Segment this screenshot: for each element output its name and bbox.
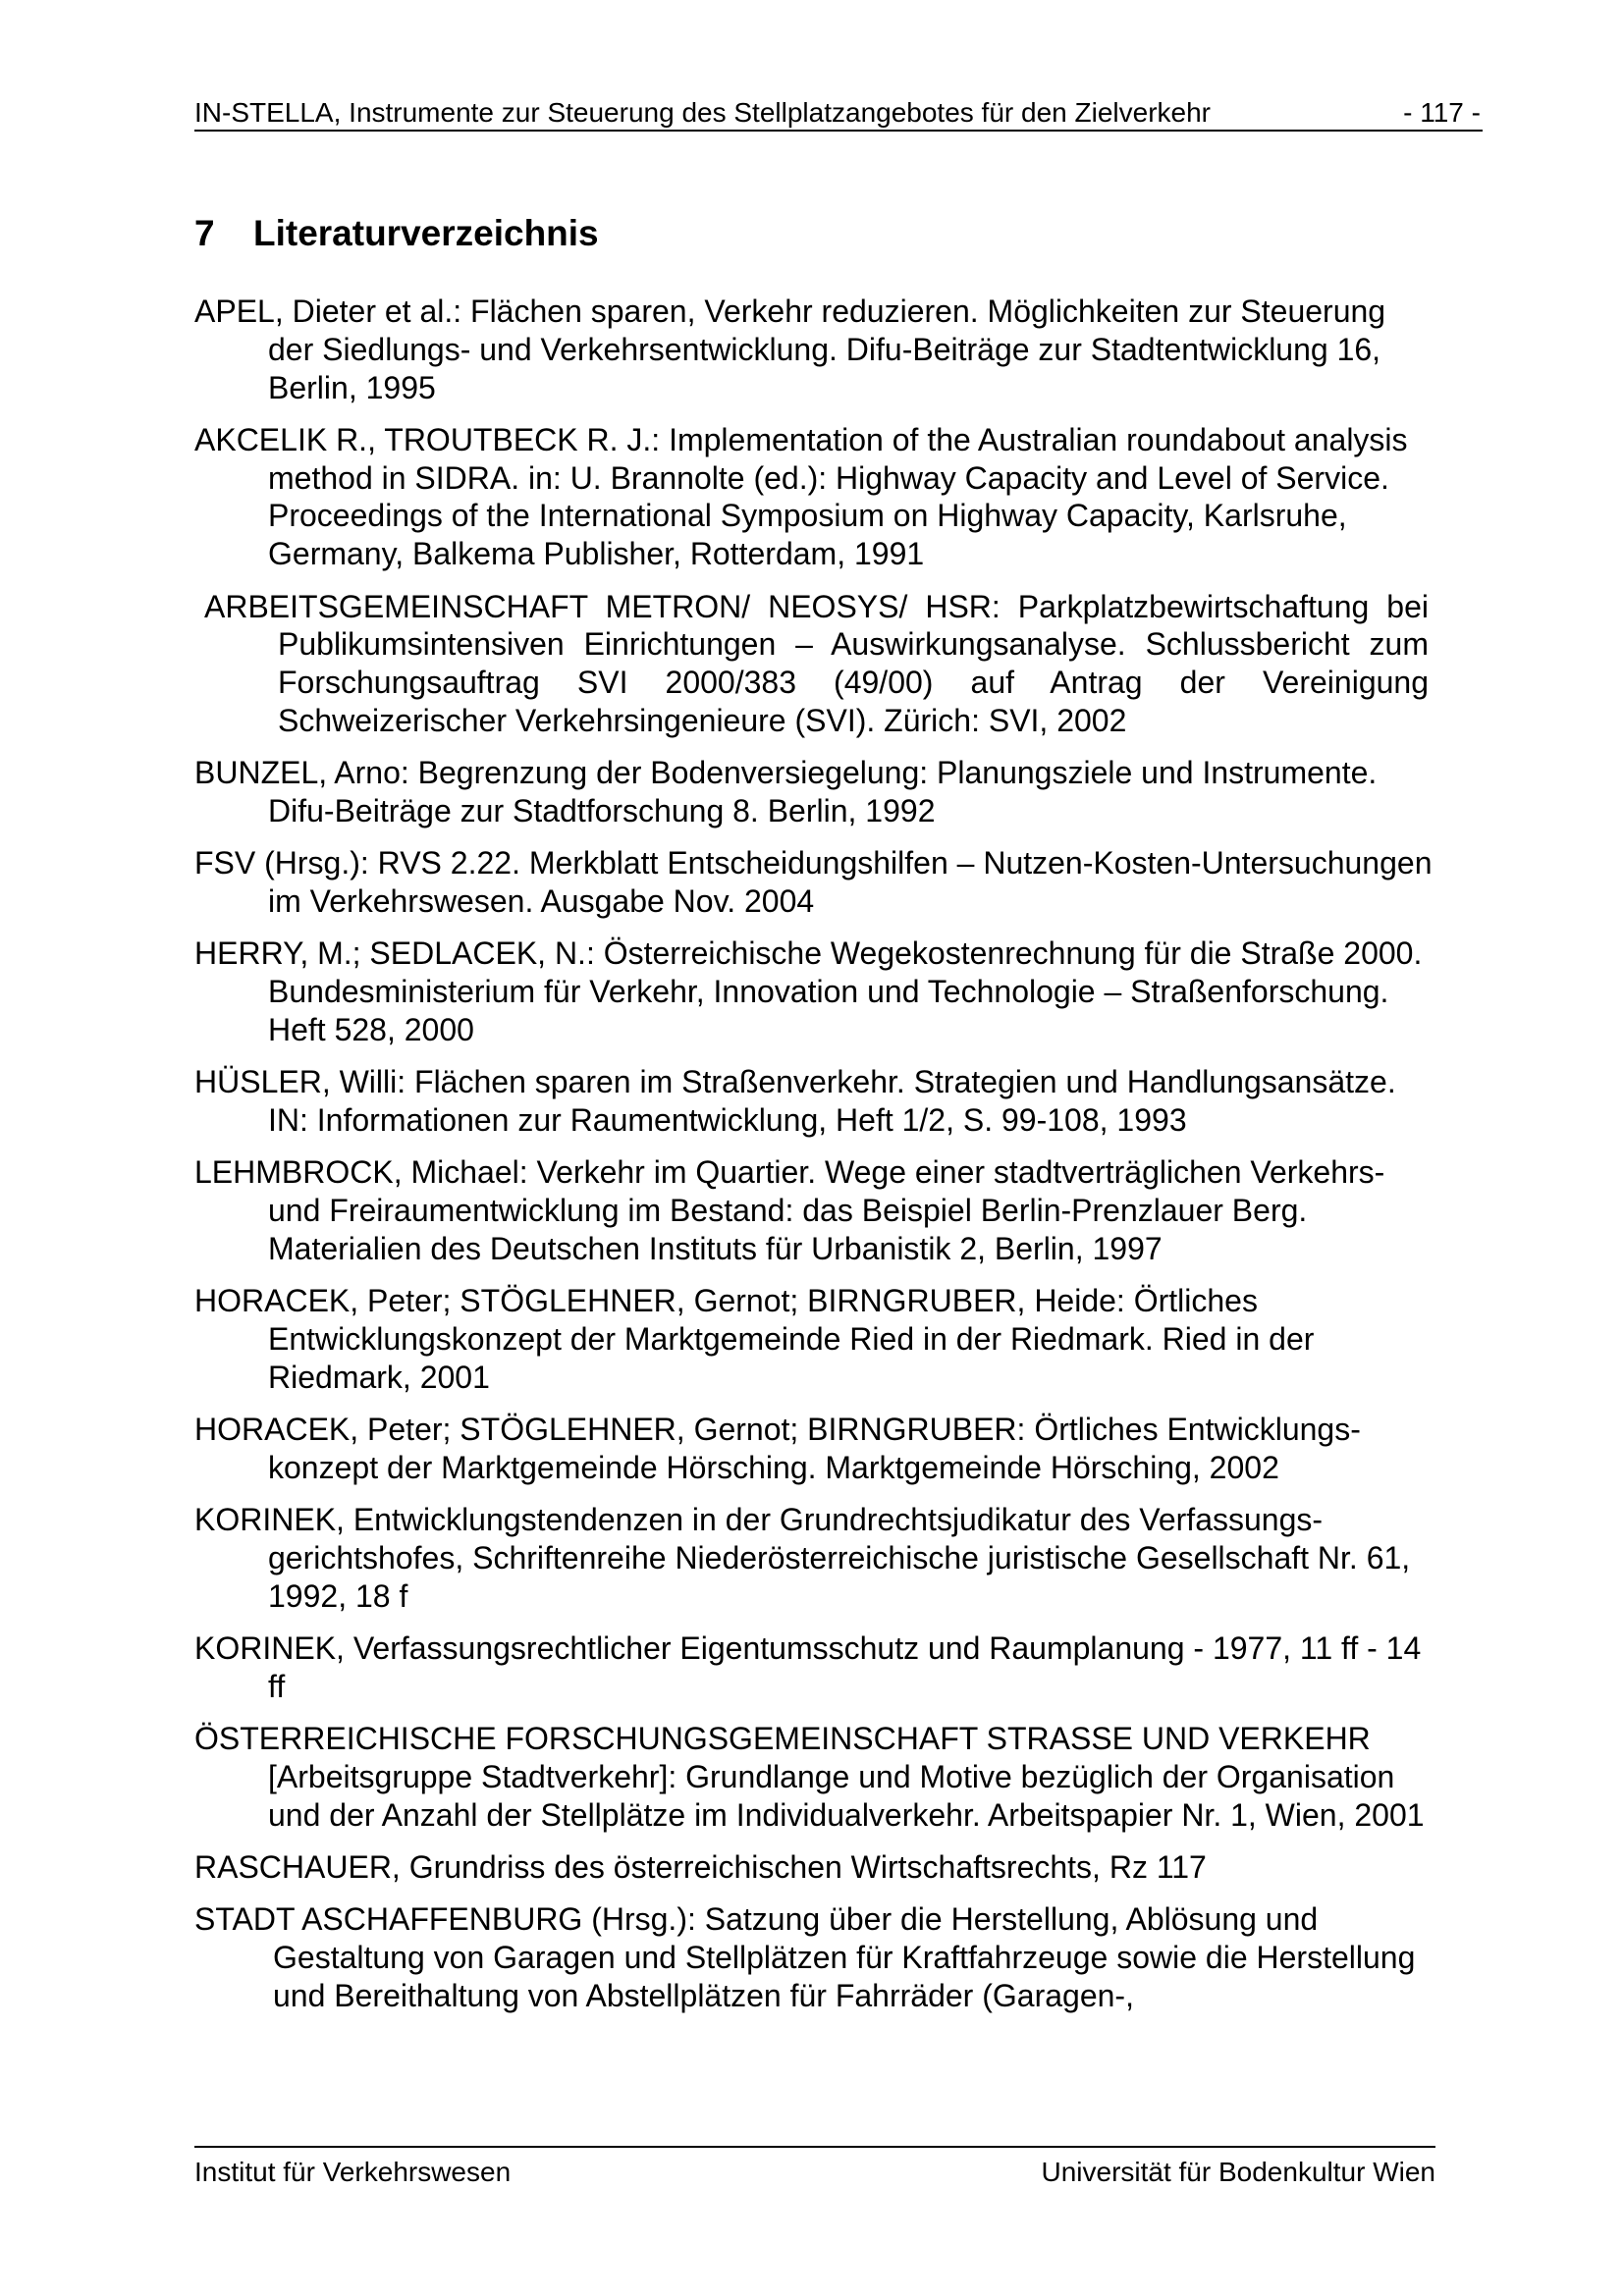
- reference-item: HÜSLER, Willi: Flächen sparen im Straßenverkehr. Strategien und Handlungsansätze. IN: Informationen zur Raumentwicklung, Heft 1/2, S. 99-108, 1993: [194, 1064, 1396, 1139]
- chapter-number: 7: [194, 213, 215, 253]
- footer-institute: Institut für Verkehrswesen: [194, 2157, 512, 2187]
- header-title: IN-STELLA, Instrumente zur Steuerung des Stellplatzangebotes für den Zielverkehr: [194, 97, 1211, 128]
- reference-item: HORACEK, Peter; STÖGLEHNER, Gernot; BIRNGRUBER, Heide: Örtliches Entwicklungskonzept der Marktgemeinde Ried in der Riedmark. Ried in der Riedmark, 2001: [194, 1283, 1315, 1395]
- reference-item: LEHMBROCK, Michael: Verkehr im Quartier. Wege einer stadtverträglichen Verkehrs- und Freiraumentwicklung im Bestand: das Beispiel Berlin-Prenzlauer Berg. Materialien des Deutschen Instituts für Urbanistik 2, Berlin, 1997: [194, 1154, 1385, 1267]
- reference-list: [194, 293, 1435, 2029]
- reference-item: HORACEK, Peter; STÖGLEHNER, Gernot; BIRNGRUBER: Örtliches Entwicklungs-konzept der Marktgemeinde Hörsching. Marktgemeinde Hörsching, 2002: [194, 1412, 1361, 1486]
- reference-item: HERRY, M.; SEDLACEK, N.: Österreichische Wegekostenrechnung für die Straße 2000. Bundesministerium für Verkehr, Innovation und Technologie – Straßenforschung. Heft 528, 2000: [194, 935, 1423, 1048]
- chapter-title: Literaturverzeichnis: [253, 213, 599, 253]
- reference-item: ARBEITSGEMEINSCHAFT METRON/ NEOSYS/ HSR: Parkplatzbewirtschaftung bei Publikumsintensiven Einrichtungen – Auswirkungsanalyse. Schlussbericht zum Forschungsauftrag SVI 2000/383 (49/00) auf Antrag der Vereinigung Schweizerischer Verkehrsingenieure (SVI). Zürich: SVI, 2002: [204, 588, 1429, 738]
- reference-item: BUNZEL, Arno: Begrenzung der Bodenversiegelung: Planungsziele und Instrumente. Difu-Beiträge zur Stadtforschung 8. Berlin, 1992: [194, 755, 1378, 829]
- reference-item: APEL, Dieter et al.: Flächen sparen, Verkehr reduzieren. Möglichkeiten zur Steuerung der Siedlungs- und Verkehrsentwicklung. Difu-Beiträge zur Stadtentwicklung 16, Berlin, 1995: [194, 294, 1386, 405]
- reference-item: RASCHAUER, Grundriss des österreichischen Wirtschaftsrechts, Rz 117: [194, 1849, 1207, 1886]
- footer-university: Universität für Bodenkultur Wien: [1041, 2157, 1435, 2187]
- reference-item: STADT ASCHAFFENBURG (Hrsg.): Satzung über die Herstellung, Ablösung und Gestaltung von Garagen und Stellplätzen für Kraftfahrzeuge sowie die Herstellung und Bereithaltung von Abstellplätzen für Fahrräder (Garagen-,: [194, 1901, 1416, 2014]
- running-header: [194, 96, 1483, 132]
- reference-item: AKCELIK R., TROUTBECK R. J.: Implementation of the Australian roundabout analysis method in SIDRA. in: U. Brannolte (ed.): Highway Capacity and Level of Service. Proceedings of the International Symposium on Highway Capacity, Karlsruhe, Germany, Balkema Publisher, Rotterdam, 1991: [194, 421, 1408, 572]
- chapter-heading: [194, 212, 599, 255]
- page-number: - 117 -: [1403, 97, 1481, 128]
- reference-item: FSV (Hrsg.): RVS 2.22. Merkblatt Entscheidungshilfen – Nutzen-Kosten-Untersuchungen im Verkehrswesen. Ausgabe Nov. 2004: [194, 845, 1433, 920]
- reference-item: KORINEK, Verfassungsrechtlicher Eigentumsschutz und Raumplanung - 1977, 11 ff - 14 ff: [194, 1630, 1422, 1704]
- reference-item: KORINEK, Entwicklungstendenzen in der Grundrechtsjudikatur des Verfassungs-gerichtshofes, Schriftenreihe Niederösterreichische juristische Gesellschaft Nr. 61, 1992, 18 f: [194, 1502, 1411, 1614]
- reference-item: ÖSTERREICHISCHE FORSCHUNGSGEMEINSCHAFT STRASSE UND VERKEHR [Arbeitsgruppe Stadtverkehr]: Grundlange und Motive bezüglich der Organisation und der Anzahl der Stellplätze im Individualverkehr. Arbeitspapier Nr. 1, Wien, 2001: [194, 1721, 1425, 1833]
- running-footer: [194, 2146, 1435, 2187]
